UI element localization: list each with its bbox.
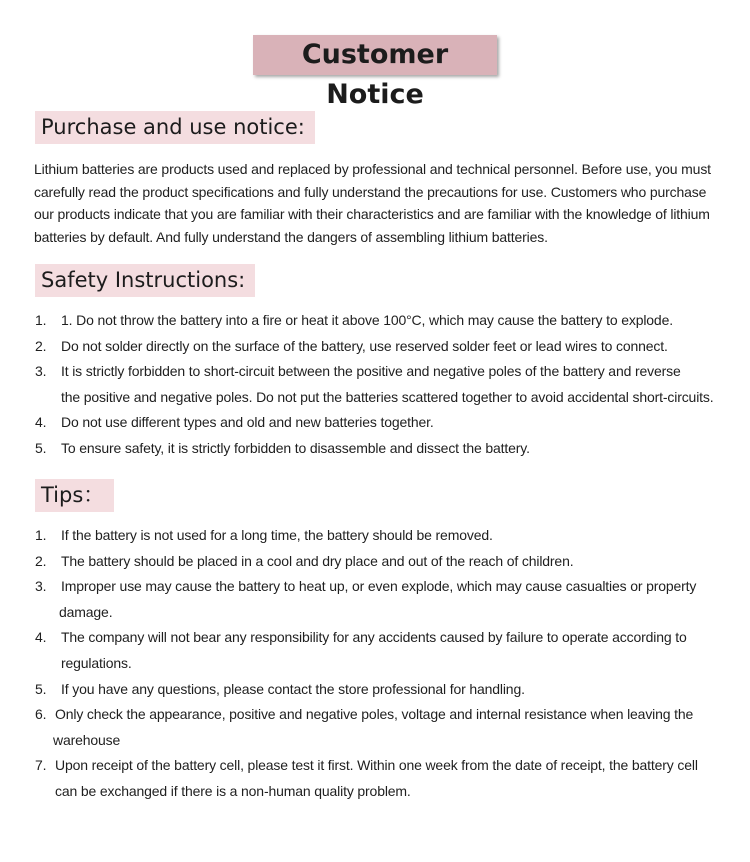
list-number: 1.	[35, 312, 47, 328]
list-item-text: the positive and negative poles. Do not put the batteries scattered together to avoid accidental short-circuits.	[61, 388, 714, 405]
list-item	[0, 629, 750, 680]
tips-heading: Tips：	[35, 479, 114, 512]
list-item-text: regulations.	[61, 654, 132, 671]
list-number: 3.	[35, 578, 47, 595]
list-number: 2.	[35, 552, 47, 569]
safety-heading: Safety Instructions:	[35, 264, 255, 297]
list-item-text: warehouse	[53, 731, 121, 748]
list-item	[0, 363, 750, 414]
page-title: Customer Notice	[253, 35, 497, 75]
list-number: 4.	[35, 629, 47, 646]
list-item	[0, 440, 750, 466]
list-item	[0, 578, 750, 629]
list-item	[0, 706, 750, 757]
list-item-text: Only check the appearance, positive and negative poles, voltage and internal resistance when leaving the	[55, 706, 694, 723]
list-number: 5.	[35, 440, 47, 456]
list-item	[0, 338, 750, 364]
purchase-heading: Purchase and use notice:	[35, 111, 315, 144]
list-item	[0, 527, 750, 553]
list-item-text: Improper use may cause the battery to heat up, or even explode, which may cause casualties or property	[61, 578, 697, 595]
list-number: 3.	[35, 363, 47, 380]
list-number: 1.	[35, 527, 47, 543]
list-item	[0, 757, 750, 808]
list-item	[0, 414, 750, 440]
purchase-paragraph: Lithium batteries are products used and replaced by professional and technical personnel. Before use, you must carefully read the product specifications and fully understand the precautions for use. Customers who purchase our products indicate that you are familiar with their characteristics and are familiar with the knowledge of lithium batteries by default. And fully understand the dangers of assembling lithium batteries.	[34, 161, 711, 245]
list-item-text: The battery should be placed in a cool and dry place and out of the reach of children.	[61, 552, 574, 569]
list-item-text: Do not use different types and old and new batteries together.	[61, 414, 434, 431]
list-item	[0, 312, 750, 338]
list-item	[0, 681, 750, 707]
list-item-text: damage.	[59, 603, 113, 620]
list-item-text: The company will not bear any responsibility for any accidents caused by failure to operate according to	[61, 629, 687, 646]
list-item-text: Upon receipt of the battery cell, please test it first. Within one week from the date of receipt, the battery cell	[55, 757, 698, 774]
list-item-text: can be exchanged if there is a non-human quality problem.	[55, 782, 411, 799]
list-item-text: Do not solder directly on the surface of the battery, use reserved solder feet or lead wires to connect.	[61, 337, 668, 354]
list-item	[0, 553, 750, 579]
list-item-text: 1. Do not throw the battery into a fire or heat it above 100°C, which may cause the battery to explode.	[61, 312, 673, 328]
list-item-text: If the battery is not used for a long time, the battery should be removed.	[61, 527, 493, 543]
list-item-text: If you have any questions, please contact the store professional for handling.	[61, 680, 525, 697]
list-number: 5.	[35, 680, 47, 697]
list-item-text: It is strictly forbidden to short-circuit between the positive and negative poles of the battery and reverse	[61, 363, 681, 380]
list-item-text: To ensure safety, it is strictly forbidden to disassemble and dissect the battery.	[61, 440, 530, 456]
list-number: 7.	[35, 757, 47, 774]
list-number: 2.	[35, 337, 47, 354]
list-number: 6.	[35, 706, 47, 723]
list-number: 4.	[35, 414, 47, 431]
